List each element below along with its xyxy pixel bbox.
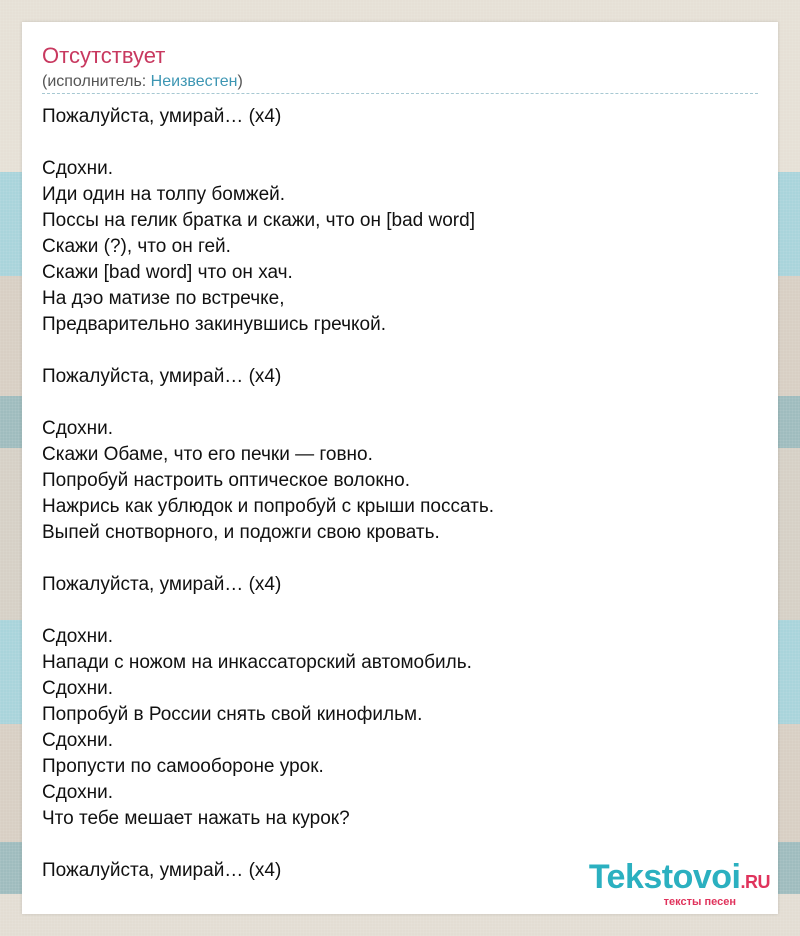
lyrics-text bbox=[42, 104, 758, 884]
lyrics-line: Пропусти по самообороне урок. bbox=[42, 756, 324, 777]
lyrics-line: Сдохни. bbox=[42, 678, 114, 699]
lyrics-line: Сдохни. bbox=[42, 418, 114, 439]
lyrics-line: Скажи Обаме, что его печки — говно. bbox=[42, 444, 373, 465]
lyrics-blank-line bbox=[42, 832, 758, 858]
lyrics-line: Сдохни. bbox=[42, 730, 114, 751]
lyrics-line: Попробуй настроить оптическое волокно. bbox=[42, 470, 411, 491]
lyrics-line: Напади с ножом на инкассаторский автомобиль. bbox=[42, 652, 472, 673]
lyrics-line: Поссы на гелик братка и скажи, что он [bad word] bbox=[42, 210, 475, 231]
lyrics-blank-line bbox=[42, 338, 758, 364]
logo-tagline: тексты песен bbox=[663, 896, 736, 908]
lyrics-line: Пожалуйста, умирай… (х4) bbox=[42, 860, 282, 881]
lyrics-line: Пожалуйста, умирай… (х4) bbox=[42, 366, 282, 387]
lyrics-line: Пожалуйста, умирай… (х4) bbox=[42, 106, 282, 127]
lyrics-line: Сдохни. bbox=[42, 782, 114, 803]
lyrics-blank-line bbox=[42, 130, 758, 156]
lyrics-line: Попробуй в России снять свой кинофильм. bbox=[42, 704, 423, 725]
artist-link[interactable]: Неизвестен bbox=[150, 73, 238, 90]
lyrics-line: Что тебе мешает нажать на курок? bbox=[42, 808, 350, 829]
song-title: Отсутствует bbox=[42, 43, 166, 68]
lyrics-line: Сдохни. bbox=[42, 158, 114, 179]
lyrics-line: Скажи [bad word] что он хач. bbox=[42, 262, 293, 283]
lyrics-line: Предварительно закинувшись гречкой. bbox=[42, 314, 386, 335]
lyrics-line: На дэо матизе по встречке, bbox=[42, 288, 285, 309]
lyrics-line: Сдохни. bbox=[42, 626, 114, 647]
artist-suffix: ) bbox=[237, 73, 243, 90]
lyrics-line: Нажрись как ублюдок и попробуй с крыши поссать. bbox=[42, 496, 495, 517]
lyrics-line: Выпей снотворного, и подожги свою кровать. bbox=[42, 522, 440, 543]
lyrics-blank-line bbox=[42, 546, 758, 572]
artist-line bbox=[42, 72, 243, 92]
site-logo[interactable] bbox=[589, 859, 770, 908]
lyrics-blank-line bbox=[42, 598, 758, 624]
artist-prefix: (исполнитель: bbox=[42, 73, 151, 90]
logo-wordmark: Tekstovoi bbox=[588, 858, 741, 896]
title-divider bbox=[42, 93, 758, 94]
lyrics-card bbox=[22, 22, 778, 914]
lyrics-blank-line bbox=[42, 390, 758, 416]
lyrics-line: Иди один на толпу бомжей. bbox=[42, 184, 286, 205]
lyrics-line: Пожалуйста, умирай… (х4) bbox=[42, 574, 282, 595]
logo-tld: .RU bbox=[740, 872, 770, 892]
lyrics-line: Скажи (?), что он гей. bbox=[42, 236, 231, 257]
